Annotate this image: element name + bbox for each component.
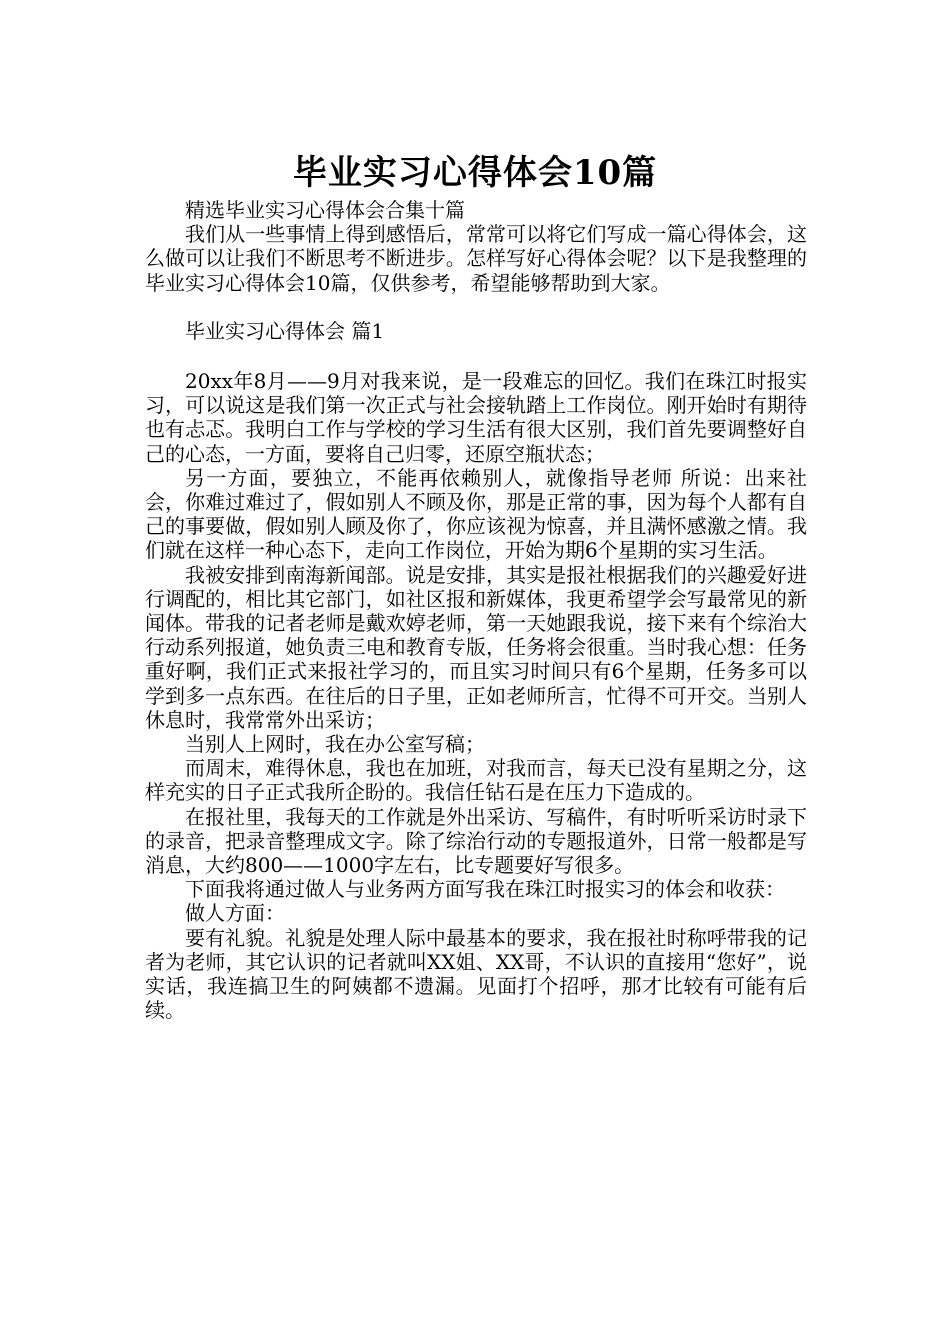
- intro-paragraph: 我们从一些事情上得到感悟后，常常可以将它们写成一篇心得体会，这么做可以让我们不断思考不断进步。怎样写好心得体会呢？以下是我整理的毕业实习心得体会10篇，仅供参考，希望能够帮助到大家。: [145, 222, 807, 295]
- body-paragraph-5: 而周末，难得休息，我也在加班，对我而言，每天已没有星期之分，这样充实的日子正式我所企盼的。我信任钻石是在压力下造成的。: [145, 756, 807, 805]
- body-paragraph-9: 要有礼貌。礼貌是处理人际中最基本的要求，我在报社时称呼带我的记者为老师，其它认识的记者就叫XX姐、XX哥，不认识的直接用“您好”，说实话，我连搞卫生的阿姨都不遗漏。见面打个招呼，那才比较有可能有后续。: [145, 925, 807, 1023]
- body-paragraph-4: 当别人上网时，我在办公室写稿；: [185, 732, 485, 757]
- body-paragraph-6: 在报社里，我每天的工作就是外出采访、写稿件，有时听听采访时录下的录音，把录音整理成文字。除了综治行动的专题报道外，日常一般都是写消息，大约800——1000字左右，比专题要好写很多。: [145, 804, 807, 878]
- document-body: [145, 198, 807, 1023]
- document-subtitle: 精选毕业实习心得体会合集十篇: [185, 198, 465, 222]
- body-paragraph-8: 做人方面：: [185, 901, 285, 926]
- section-heading: 毕业实习心得体会 篇1: [185, 318, 385, 343]
- document-title: 毕业实习心得体会10篇: [292, 152, 658, 193]
- body-paragraph-1: 20xx年8月——9月对我来说，是一段难忘的回忆。我们在珠江时报实习，可以说这是我们第一次正式与社会接轨踏上工作岗位。刚开始时有期待也有忐忑。我明白工作与学校的学习生活有很大区别，我们首先要调整好自己的心态，一方面，要将自己归零，还原空瓶状态；: [145, 369, 807, 466]
- body-paragraph-7: 下面我将通过做人与业务两方面写我在珠江时报实习的体会和收获：: [185, 877, 785, 902]
- body-paragraph-3: 我被安排到南海新闻部。说是安排，其实是报社根据我们的兴趣爱好进行调配的，相比其它部门，如社区报和新媒体，我更希望学会写最常见的新闻体。带我的记者老师是戴欢婷老师，第一天她跟我说，接下来有个综治大行动系列报道，她负责三电和教育专版，任务将会很重。当时我心想：任务重好啊，我们正式来报社学习的，而且实习时间只有6个星期，任务多可以学到多一点东西。在往后的日子里，正如老师所言，忙得不可开交。当别人休息时，我常常外出采访；: [145, 562, 807, 732]
- body-paragraph-2: 另一方面，要独立，不能再依赖别人，就像指导老师 所说：出来社会，你难过难过了，假如别人不顾及你，那是正常的事，因为每个人都有自己的事要做，假如别人顾及你了，你应该视为惊喜，并且满怀感激之情。我们就在这样一种心态下，走向工作岗位，开始为期6个星期的实习生活。: [145, 465, 807, 563]
